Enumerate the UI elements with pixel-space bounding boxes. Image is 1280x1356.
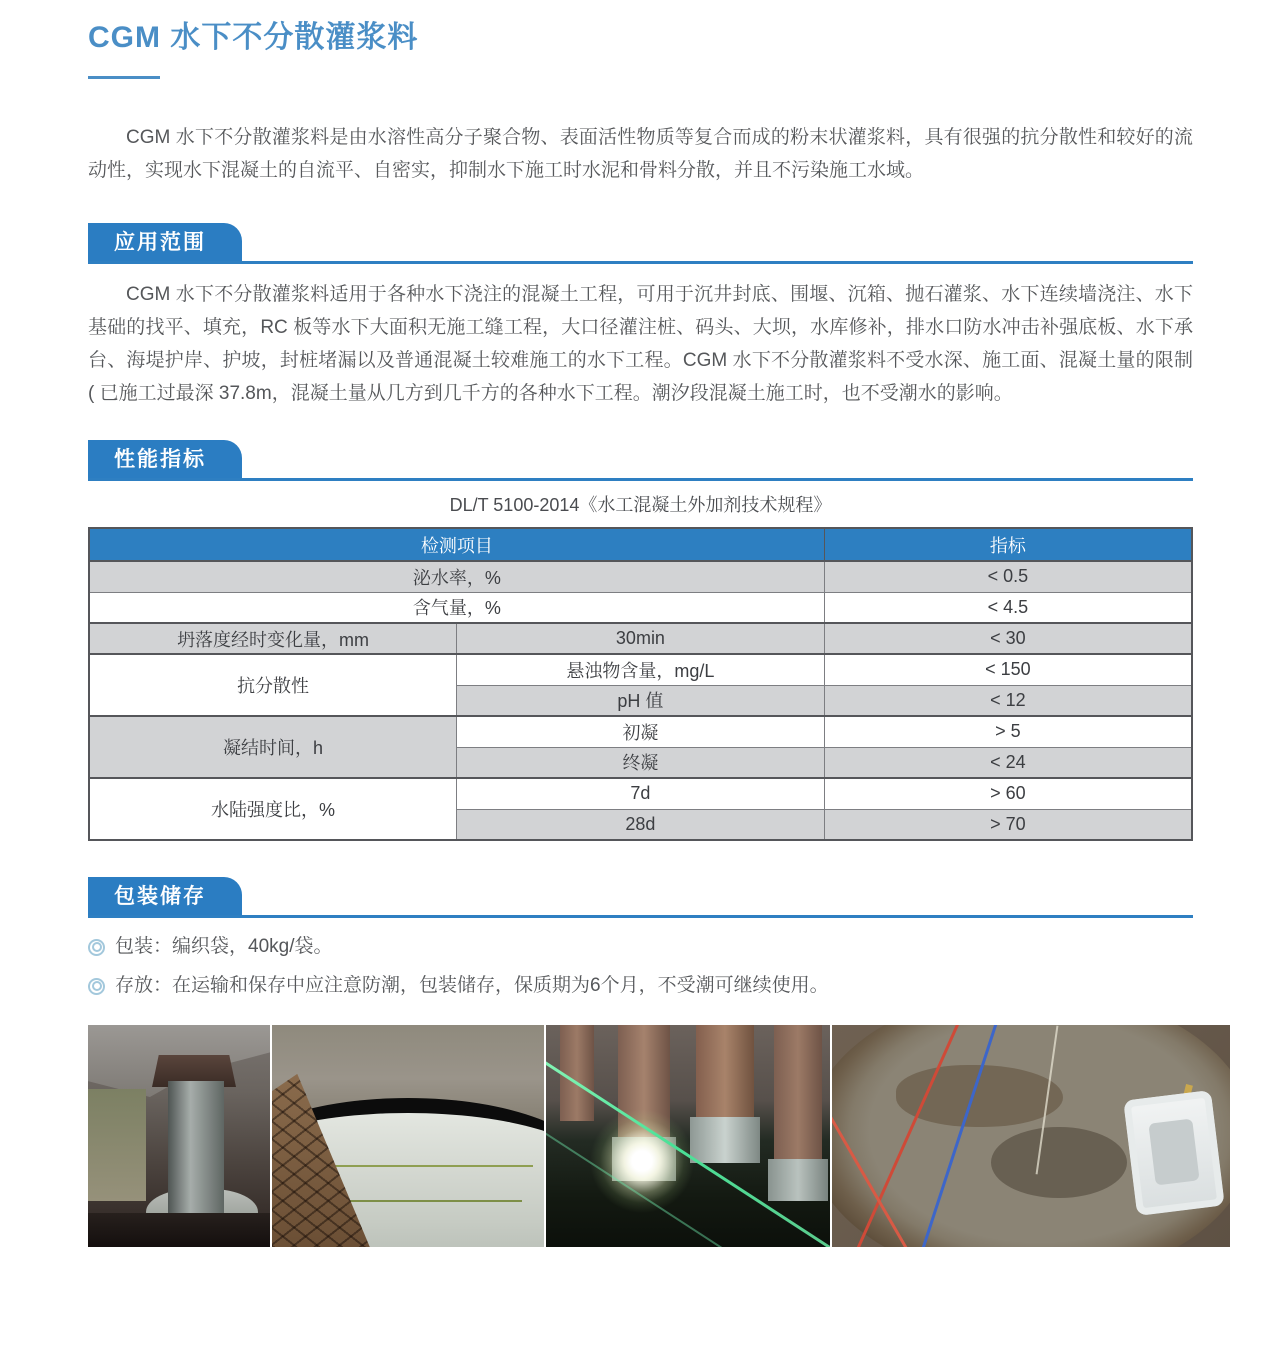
sub-item-cell: 终凝 (457, 747, 825, 778)
sub-item-cell: 30min (457, 623, 825, 654)
sub-item-cell: pH 值 (457, 685, 825, 716)
item-cell: 泌水率，% (89, 561, 824, 592)
value-cell: < 30 (824, 623, 1192, 654)
document-page (88, 12, 1193, 1247)
section-header-application (88, 223, 1193, 264)
table-row (89, 623, 1192, 654)
double-circle-bullet-icon (88, 939, 105, 956)
table-row (89, 716, 1192, 747)
list-item (88, 934, 1193, 960)
table-header-index: 指标 (824, 528, 1192, 561)
application-paragraph: CGM 水下不分散灌浆料适用于各种水下浇注的混凝土工程，可用于沉井封底、围堰、沉箱、抛石灌浆、水下连续墙浇注、水下基础的找平、填充，RC 板等水下大面积无施工缝工程，大口径灌注桩、码头、大坝，水库修补，排水口防水冲击补强底板、水下承台、海堤护岸、护坡，封桩堵漏以及普通混凝土较难施工的水下工程。CGM 水下不分散灌浆料不受水深、施工面、混凝土量的限制 ( 已施工过最深 37.8m，混凝土量从几方到几千方的各种水下工程。潮汐段混凝土施工时，也不受潮水的影响。 (88, 284, 1193, 404)
value-cell: < 24 (824, 747, 1192, 778)
sub-item-cell: 28d (457, 809, 825, 840)
value-cell: < 0.5 (824, 561, 1192, 592)
table-header-item: 检测项目 (89, 528, 824, 561)
item-cell: 含气量，% (89, 592, 824, 623)
standard-reference: DL/T 5100-2014《水工混凝土外加剂技术规程》 (449, 495, 832, 515)
application-section-badge: 应用范围 (88, 223, 242, 261)
photo-strip (88, 1025, 1230, 1247)
sub-item-cell: 7d (457, 778, 825, 809)
sub-item-cell: 初凝 (457, 716, 825, 747)
photo-cofferdam-pit (832, 1025, 1230, 1247)
packaging-list (88, 934, 1193, 999)
photo-underwater-pier-lighting (546, 1025, 830, 1247)
performance-section-badge: 性能指标 (88, 440, 242, 478)
bullet-text: 存放：在运输和保存中应注意防潮，包装储存，保质期为6个月，不受潮可继续使用。 (115, 975, 829, 996)
table-row (89, 654, 1192, 685)
double-circle-bullet-icon (88, 978, 105, 995)
bullet-text: 包装：编织袋，40kg/袋。 (115, 936, 333, 957)
intro-paragraph: CGM 水下不分散灌浆料是由水溶性高分子聚合物、表面活性物质等复合而成的粉末状灌浆料，具有很强的抗分散性和较好的流动性，实现水下混凝土的自流平、自密实，抑制水下施工时水泥和骨料分散，并且不污染施工水域。 (88, 127, 1193, 181)
section-header-performance (88, 440, 1193, 481)
value-cell: > 60 (824, 778, 1192, 809)
group-cell: 抗分散性 (89, 654, 457, 716)
section-header-packaging (88, 877, 1193, 918)
photo-pier-jacket-repair (272, 1025, 544, 1247)
value-cell: < 12 (824, 685, 1192, 716)
photo-steel-pipe-pile (88, 1025, 270, 1247)
value-cell: > 5 (824, 716, 1192, 747)
performance-table (88, 527, 1193, 841)
value-cell: < 4.5 (824, 592, 1192, 623)
group-cell: 凝结时间，h (89, 716, 457, 778)
packaging-section-badge: 包装储存 (88, 877, 242, 915)
table-row (89, 778, 1192, 809)
group-cell: 水陆强度比，% (89, 778, 457, 840)
value-cell: > 70 (824, 809, 1192, 840)
title-underline (88, 76, 160, 79)
value-cell: < 150 (824, 654, 1192, 685)
sub-item-cell: 悬浊物含量，mg/L (457, 654, 825, 685)
table-row (89, 592, 1192, 623)
page-title: CGM 水下不分散灌浆料 (88, 21, 419, 54)
item-cell: 坍落度经时变化量，mm (89, 623, 457, 654)
table-row (89, 561, 1192, 592)
list-item (88, 973, 1193, 999)
table-header-row (89, 528, 1192, 561)
